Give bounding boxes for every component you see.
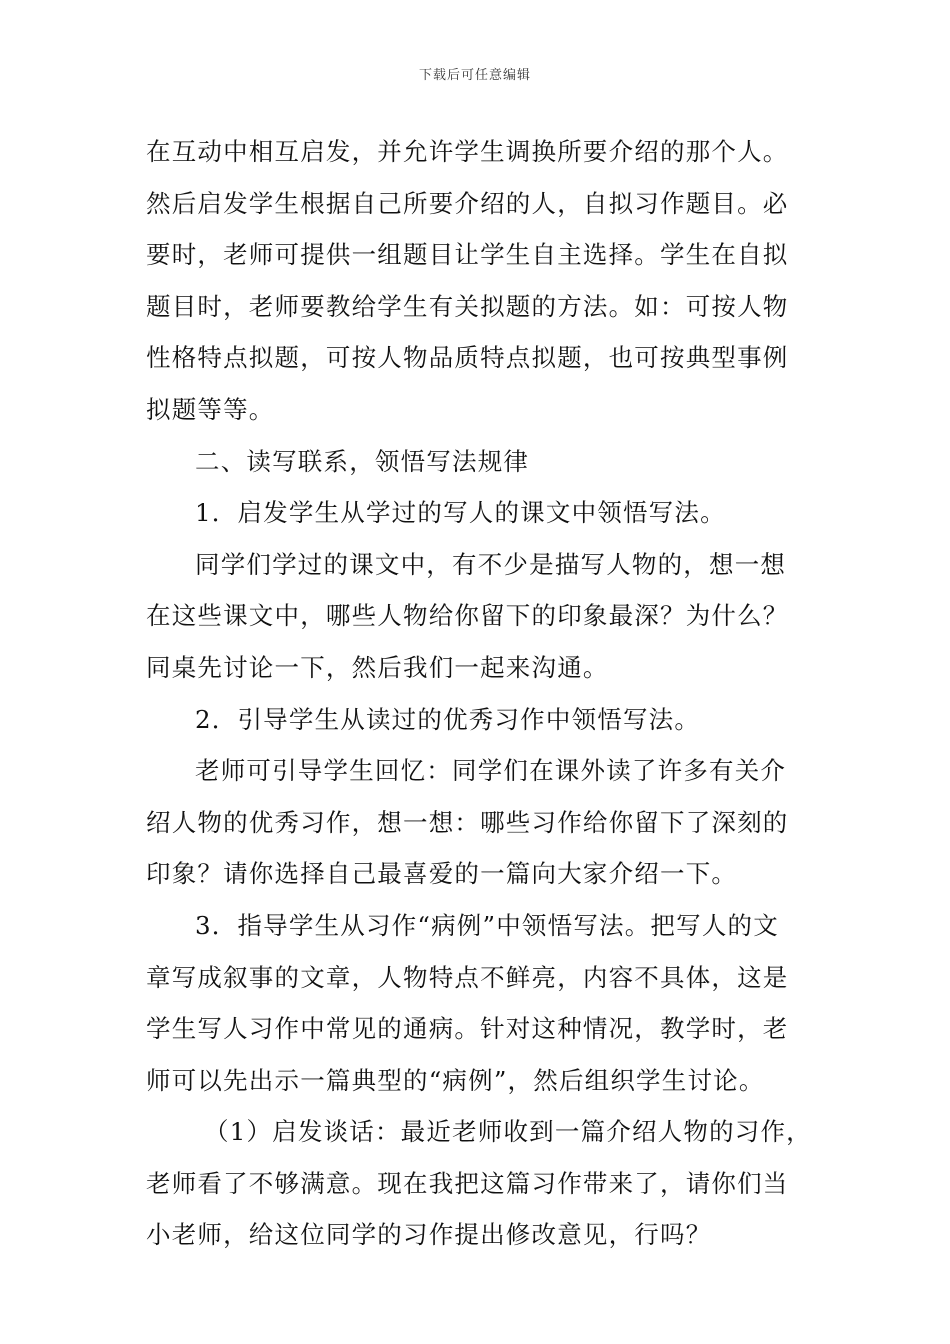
page-header: 下载后可任意编辑 — [418, 68, 531, 83]
text-line: 老师看了不够满意。现在我把这篇习作带来了，请你们当 — [146, 1168, 789, 1198]
subsection-heading: 2．引导学生从读过的优秀习作中领悟写法。 — [195, 704, 701, 734]
subsection-heading: 3．指导学生从习作“病例”中领悟写法。把写人的文 — [195, 910, 779, 940]
text-line: 性格特点拟题，可按人物品质特点拟题，也可按典型事例 — [146, 343, 789, 373]
text-line: 在互动中相互启发，并允许学生调换所要介绍的那个人。 — [146, 137, 789, 166]
text-line: 师可以先出示一篇典型的“病例”，然后组织学生讨论。 — [146, 1065, 765, 1095]
text-line: （1）启发谈话：最近老师收到一篇介绍人物的习作， — [204, 1117, 812, 1147]
text-line: 同学们学过的课文中，有不少是描写人物的，想一想 — [195, 549, 787, 579]
subsection-heading: 1．启发学生从学过的写人的课文中领悟写法。 — [195, 498, 726, 528]
text-line: 章写成叙事的文章，人物特点不鲜亮，内容不具体，这是 — [146, 962, 789, 992]
section-heading: 二、读写联系，领悟写法规律 — [195, 446, 530, 476]
text-line: 在这些课文中，哪些人物给你留下的印象最深？为什么？ — [146, 601, 789, 631]
document-body — [146, 126, 818, 1261]
text-line: 小老师，给这位同学的习作提出修改意见，行吗？ — [146, 1220, 712, 1250]
text-line: 印象？请你选择自己最喜爱的一篇向大家介绍一下。 — [146, 859, 738, 889]
text-line: 学生写人习作中常见的通病。针对这种情况，教学时，老 — [146, 1014, 789, 1044]
text-line: 同桌先讨论一下，然后我们一起来沟通。 — [146, 652, 609, 682]
text-line: 然后启发学生根据自己所要介绍的人，自拟习作题目。必 — [146, 188, 789, 218]
text-line: 要时，老师可提供一组题目让学生自主选择。学生在自拟 — [146, 240, 789, 270]
text-line: 拟题等等。 — [146, 394, 275, 424]
text-line: 绍人物的优秀习作，想一想：哪些习作给你留下了深刻的 — [146, 807, 789, 837]
text-line: 老师可引导学生回忆：同学们在课外读了许多有关介 — [195, 756, 787, 786]
text-line: 题目时，老师要教给学生有关拟题的方法。如：可按人物 — [146, 291, 789, 321]
